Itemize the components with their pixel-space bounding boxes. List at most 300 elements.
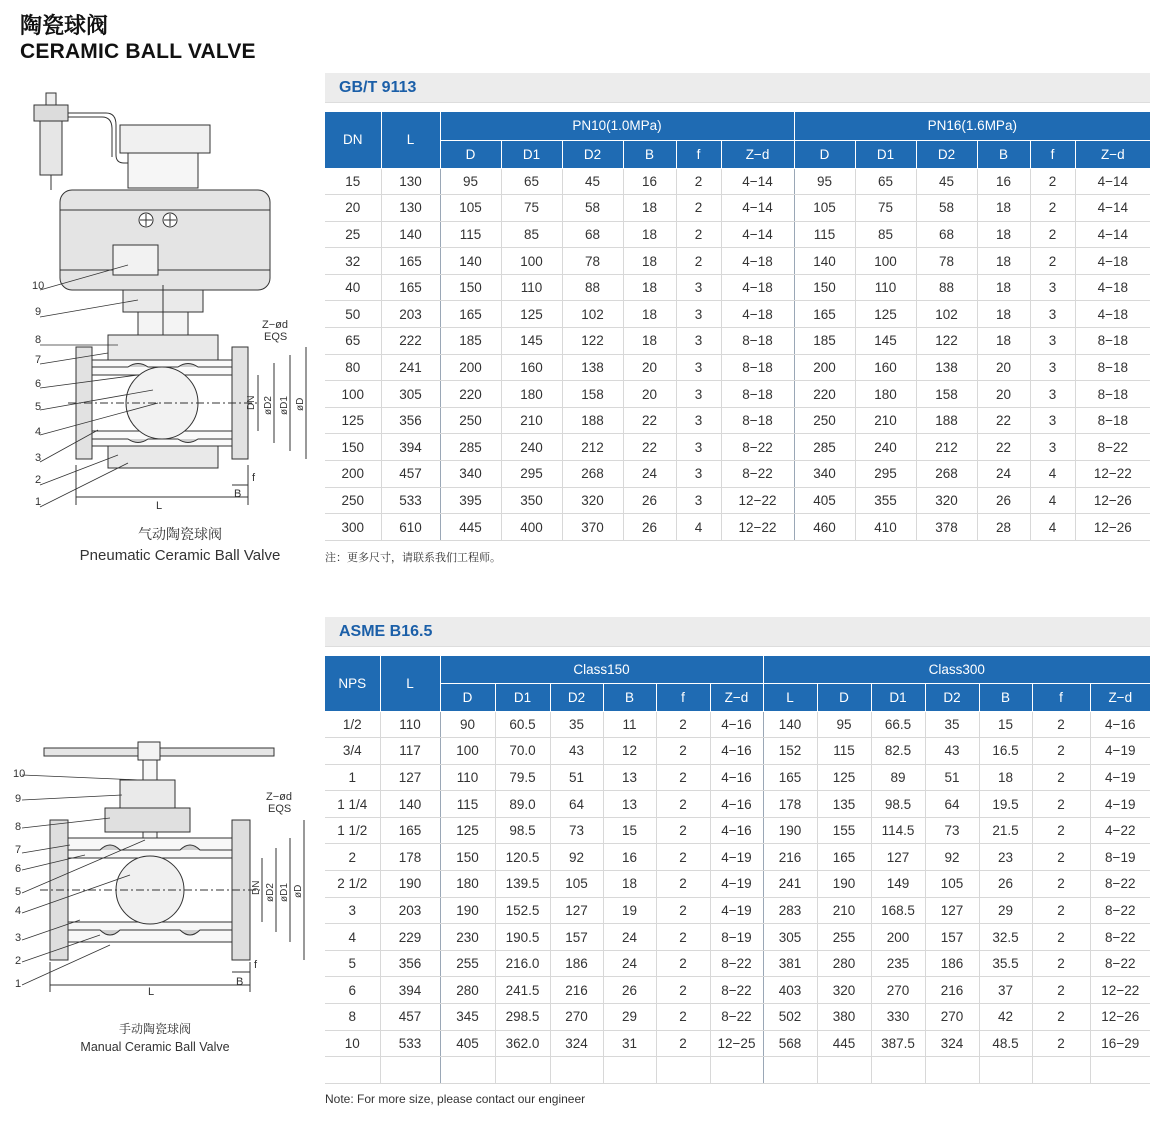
gbt-section-header	[325, 73, 1150, 103]
table-cell: 95	[794, 168, 855, 195]
table-cell: 12−22	[1090, 977, 1150, 1004]
table-cell: 18	[979, 764, 1032, 791]
table-cell: 28	[977, 514, 1030, 541]
table-cell: 3	[1030, 301, 1075, 328]
table-cell: 2	[1030, 221, 1075, 248]
dim-zd-label: Z−ød	[262, 319, 288, 331]
table-cell: 533	[381, 487, 440, 514]
table-cell: 51	[550, 764, 603, 791]
table-row-empty	[325, 1057, 1150, 1084]
table-cell-empty	[550, 1057, 603, 1084]
table-cell: 88	[916, 274, 977, 301]
table-cell: 45	[916, 168, 977, 195]
table-cell: 22	[623, 434, 676, 461]
table-cell: 2	[656, 924, 710, 951]
table-cell: 210	[501, 407, 562, 434]
gbt-head-l: L	[381, 112, 440, 168]
table-cell: 230	[440, 924, 495, 951]
table-cell: 158	[916, 381, 977, 408]
table-cell: 203	[381, 301, 440, 328]
table-cell: 2	[656, 764, 710, 791]
table-cell: 16−29	[1090, 1030, 1150, 1057]
table-cell: 4−18	[721, 274, 794, 301]
table-row	[325, 301, 1150, 328]
table-cell: 2	[1032, 871, 1090, 898]
table-cell: 13	[603, 791, 656, 818]
table-cell: 165	[817, 844, 871, 871]
asme-subhead: Z−d	[710, 683, 763, 711]
asme-head-class300: Class300	[763, 656, 1150, 683]
table-cell: 32.5	[979, 924, 1032, 951]
table-cell: 5	[325, 950, 380, 977]
table-cell-empty	[925, 1057, 979, 1084]
table-row	[325, 1030, 1150, 1057]
part-number: 9	[35, 306, 42, 318]
table-cell: 4−14	[721, 195, 794, 222]
part-number: 6	[35, 378, 42, 390]
table-cell: 250	[440, 407, 501, 434]
table-cell: 158	[562, 381, 623, 408]
part-number: 7	[15, 844, 22, 856]
table-cell: 188	[562, 407, 623, 434]
table-cell: 268	[916, 461, 977, 488]
part-number: 8	[35, 334, 42, 346]
dim-b-label: B	[236, 976, 244, 988]
table-cell: 2	[1032, 791, 1090, 818]
gbt-subhead: D	[794, 140, 855, 168]
table-cell: 4−14	[1075, 221, 1150, 248]
table-cell: 105	[925, 871, 979, 898]
table-cell: 80	[325, 354, 381, 381]
table-cell: 22	[977, 434, 1030, 461]
table-cell: 3	[676, 407, 721, 434]
table-cell: 120.5	[495, 844, 550, 871]
table-cell: 241	[763, 871, 817, 898]
table-cell: 457	[381, 461, 440, 488]
table-cell: 268	[562, 461, 623, 488]
table-cell: 165	[763, 764, 817, 791]
table-cell: 26	[623, 487, 676, 514]
table-cell: 2	[1032, 977, 1090, 1004]
table-cell: 2	[656, 817, 710, 844]
table-cell-empty	[495, 1057, 550, 1084]
table-cell: 1 1/2	[325, 817, 380, 844]
gbt-head-pn10: PN10(1.0MPa)	[440, 112, 794, 140]
gbt-head-pn16: PN16(1.6MPa)	[794, 112, 1150, 140]
table-cell: 2	[676, 248, 721, 275]
table-cell: 178	[380, 844, 440, 871]
table-cell: 403	[763, 977, 817, 1004]
table-cell: 4−14	[1075, 168, 1150, 195]
table-cell: 2	[1030, 195, 1075, 222]
table-cell: 1 1/4	[325, 791, 380, 818]
table-cell: 75	[855, 195, 916, 222]
table-cell: 18	[623, 301, 676, 328]
table-cell: 35.5	[979, 950, 1032, 977]
page-title-cn: 陶瓷球阀	[20, 14, 109, 39]
table-cell: 110	[501, 274, 562, 301]
table-cell: 502	[763, 1004, 817, 1031]
table-cell: 330	[871, 1004, 925, 1031]
table-cell: 300	[325, 514, 381, 541]
asme-subhead: f	[656, 683, 710, 711]
table-cell: 140	[763, 711, 817, 738]
table-cell: 350	[501, 487, 562, 514]
table-cell: 210	[817, 897, 871, 924]
table-cell: 31	[603, 1030, 656, 1057]
table-cell: 380	[817, 1004, 871, 1031]
table-cell: 381	[763, 950, 817, 977]
table-cell: 12	[603, 738, 656, 765]
table-cell: 114.5	[871, 817, 925, 844]
table-cell: 135	[817, 791, 871, 818]
table-cell: 255	[817, 924, 871, 951]
table-cell: 4−19	[710, 871, 763, 898]
table-cell: 533	[380, 1030, 440, 1057]
asme-subhead: D	[440, 683, 495, 711]
part-number: 5	[35, 401, 42, 413]
table-cell: 2	[656, 1004, 710, 1031]
table-cell: 150	[325, 434, 381, 461]
table-cell: 457	[380, 1004, 440, 1031]
gbt-spec-table	[325, 112, 1150, 541]
table-cell: 280	[817, 950, 871, 977]
table-row	[325, 487, 1150, 514]
table-cell: 18	[977, 274, 1030, 301]
table-cell: 8−18	[1075, 328, 1150, 355]
table-cell-empty	[656, 1057, 710, 1084]
table-cell: 165	[380, 817, 440, 844]
table-cell: 58	[562, 195, 623, 222]
table-cell: 2	[656, 1030, 710, 1057]
part-number: 10	[13, 768, 26, 780]
table-cell: 241	[381, 354, 440, 381]
table-cell-empty	[871, 1057, 925, 1084]
table-cell: 24	[623, 461, 676, 488]
part-number: 3	[35, 452, 42, 464]
dim-f-label: f	[254, 959, 258, 971]
table-cell: 283	[763, 897, 817, 924]
table-cell: 10	[325, 1030, 380, 1057]
part-number: 2	[15, 955, 22, 967]
table-cell: 378	[916, 514, 977, 541]
table-cell: 16.5	[979, 738, 1032, 765]
table-cell: 405	[794, 487, 855, 514]
table-cell: 100	[325, 381, 381, 408]
table-cell: 18	[623, 248, 676, 275]
table-cell: 68	[562, 221, 623, 248]
table-cell: 2	[1030, 248, 1075, 275]
table-cell: 13	[603, 764, 656, 791]
table-cell: 2	[1032, 924, 1090, 951]
table-cell: 8−22	[721, 461, 794, 488]
table-cell: 22	[623, 407, 676, 434]
table-cell: 280	[440, 977, 495, 1004]
table-cell: 340	[794, 461, 855, 488]
table-cell-empty	[1090, 1057, 1150, 1084]
table-cell: 125	[855, 301, 916, 328]
gbt-subhead: f	[1030, 140, 1075, 168]
table-cell: 90	[440, 711, 495, 738]
table-cell: 15	[979, 711, 1032, 738]
table-cell: 16	[603, 844, 656, 871]
table-cell: 270	[871, 977, 925, 1004]
table-cell: 150	[440, 274, 501, 301]
table-row	[325, 354, 1150, 381]
table-cell: 178	[763, 791, 817, 818]
table-cell: 3	[1030, 407, 1075, 434]
table-cell: 140	[380, 791, 440, 818]
table-cell: 23	[979, 844, 1032, 871]
table-cell: 285	[440, 434, 501, 461]
table-cell: 4−16	[710, 791, 763, 818]
table-cell: 29	[979, 897, 1032, 924]
table-cell: 3	[1030, 434, 1075, 461]
table-row	[325, 221, 1150, 248]
table-cell: 210	[855, 407, 916, 434]
table-cell: 3	[676, 354, 721, 381]
table-cell: 35	[550, 711, 603, 738]
table-row	[325, 897, 1150, 924]
table-cell: 3	[1030, 274, 1075, 301]
table-cell: 12−26	[1075, 514, 1150, 541]
table-cell: 2	[656, 711, 710, 738]
table-cell: 3	[1030, 354, 1075, 381]
table-cell: 26	[603, 977, 656, 1004]
table-cell: 82.5	[871, 738, 925, 765]
table-row	[325, 924, 1150, 951]
table-cell: 250	[794, 407, 855, 434]
table-cell: 298.5	[495, 1004, 550, 1031]
table-cell: 73	[550, 817, 603, 844]
dim-d-label: øD	[293, 884, 304, 898]
table-cell: 200	[440, 354, 501, 381]
table-cell: 24	[603, 950, 656, 977]
table-cell: 37	[979, 977, 1032, 1004]
table-cell: 4−16	[1090, 711, 1150, 738]
asme-subhead: D1	[871, 683, 925, 711]
table-cell: 4−19	[710, 844, 763, 871]
table-cell: 2	[656, 977, 710, 1004]
table-cell: 12−22	[721, 514, 794, 541]
air-filter-icon	[34, 93, 68, 190]
table-cell: 4	[676, 514, 721, 541]
table-cell: 138	[916, 354, 977, 381]
table-cell: 3	[676, 461, 721, 488]
table-cell: 8−18	[1075, 381, 1150, 408]
table-cell: 18	[977, 248, 1030, 275]
table-cell: 130	[381, 195, 440, 222]
table-cell: 185	[794, 328, 855, 355]
table-cell: 110	[440, 764, 495, 791]
table-cell: 78	[562, 248, 623, 275]
table-cell: 4−18	[1075, 301, 1150, 328]
table-cell: 200	[794, 354, 855, 381]
table-cell: 8−18	[1075, 407, 1150, 434]
pneumatic-caption-en: Pneumatic Ceramic Ball Valve	[79, 547, 281, 564]
table-cell: 18	[603, 871, 656, 898]
table-cell: 4−19	[1090, 764, 1150, 791]
table-row	[325, 328, 1150, 355]
table-cell: 8−19	[1090, 844, 1150, 871]
table-cell: 216.0	[495, 950, 550, 977]
dim-d2-label: øD2	[263, 396, 274, 415]
table-row	[325, 168, 1150, 195]
table-cell: 2	[1032, 711, 1090, 738]
table-cell: 145	[501, 328, 562, 355]
table-cell: 115	[440, 221, 501, 248]
manual-caption-en: Manual Ceramic Ball Valve	[80, 1040, 230, 1054]
table-cell: 88	[562, 274, 623, 301]
table-cell: 85	[855, 221, 916, 248]
dim-d2-label: øD2	[265, 883, 276, 902]
table-cell: 48.5	[979, 1030, 1032, 1057]
table-cell: 4	[325, 924, 380, 951]
table-cell: 98.5	[871, 791, 925, 818]
table-cell: 139.5	[495, 871, 550, 898]
table-cell: 152	[763, 738, 817, 765]
table-cell: 345	[440, 1004, 495, 1031]
table-cell: 4−19	[1090, 791, 1150, 818]
table-cell: 400	[501, 514, 562, 541]
table-cell: 4−18	[1075, 274, 1150, 301]
table-cell: 8−22	[1090, 897, 1150, 924]
table-cell: 155	[817, 817, 871, 844]
table-cell: 92	[550, 844, 603, 871]
table-cell: 2	[656, 871, 710, 898]
table-cell: 130	[381, 168, 440, 195]
table-row	[325, 407, 1150, 434]
dim-dn-label: DN	[246, 395, 257, 410]
table-cell: 394	[381, 434, 440, 461]
table-cell: 8−22	[1090, 950, 1150, 977]
table-cell: 445	[817, 1030, 871, 1057]
table-cell: 2	[656, 844, 710, 871]
table-cell: 43	[550, 738, 603, 765]
table-cell: 2	[676, 168, 721, 195]
table-cell: 8−22	[710, 950, 763, 977]
table-cell: 235	[871, 950, 925, 977]
table-cell-empty	[380, 1057, 440, 1084]
table-cell: 58	[916, 195, 977, 222]
table-cell: 295	[501, 461, 562, 488]
table-cell: 2	[1032, 1004, 1090, 1031]
table-cell: 100	[855, 248, 916, 275]
table-cell: 105	[794, 195, 855, 222]
table-cell: 4−14	[721, 221, 794, 248]
table-row	[325, 764, 1150, 791]
table-cell: 8−18	[721, 328, 794, 355]
table-row	[325, 871, 1150, 898]
table-cell: 43	[925, 738, 979, 765]
table-cell: 4−16	[710, 817, 763, 844]
table-cell: 2	[1032, 897, 1090, 924]
table-cell-empty	[603, 1057, 656, 1084]
table-cell: 8−18	[721, 381, 794, 408]
table-cell: 26	[977, 487, 1030, 514]
table-cell: 8−19	[710, 924, 763, 951]
table-cell: 3/4	[325, 738, 380, 765]
table-cell: 4−14	[721, 168, 794, 195]
dim-l-label: L	[156, 500, 163, 512]
table-cell: 405	[440, 1030, 495, 1057]
table-cell: 89.0	[495, 791, 550, 818]
table-row	[325, 195, 1150, 222]
table-cell: 241.5	[495, 977, 550, 1004]
table-cell: 190	[817, 871, 871, 898]
table-cell: 15	[603, 817, 656, 844]
part-number: 10	[32, 280, 45, 292]
table-cell: 8−18	[721, 354, 794, 381]
table-cell: 20	[623, 354, 676, 381]
table-cell: 4	[1030, 514, 1075, 541]
table-cell: 22	[977, 407, 1030, 434]
table-row	[325, 248, 1150, 275]
table-cell: 150	[440, 844, 495, 871]
table-cell: 12−22	[721, 487, 794, 514]
table-row	[325, 274, 1150, 301]
dim-b-label: B	[234, 488, 242, 500]
asme-section-header	[325, 617, 1150, 647]
table-cell: 4−16	[710, 764, 763, 791]
asme-subhead: L	[763, 683, 817, 711]
table-cell: 8−22	[1090, 871, 1150, 898]
table-cell: 64	[550, 791, 603, 818]
table-cell: 8−22	[1075, 434, 1150, 461]
table-cell: 270	[925, 1004, 979, 1031]
table-cell: 460	[794, 514, 855, 541]
table-cell: 79.5	[495, 764, 550, 791]
table-cell: 102	[562, 301, 623, 328]
table-cell: 220	[794, 381, 855, 408]
table-cell: 2	[325, 844, 380, 871]
table-cell: 60.5	[495, 711, 550, 738]
table-cell: 24	[603, 924, 656, 951]
table-cell: 255	[440, 950, 495, 977]
table-cell: 445	[440, 514, 501, 541]
gbt-subhead: D1	[855, 140, 916, 168]
table-cell-empty	[440, 1057, 495, 1084]
gbt-subhead: B	[623, 140, 676, 168]
table-cell: 2	[656, 950, 710, 977]
gbt-subhead: D2	[916, 140, 977, 168]
asme-subhead: B	[979, 683, 1032, 711]
table-cell: 3	[676, 487, 721, 514]
table-cell: 21.5	[979, 817, 1032, 844]
manual-caption	[60, 1020, 250, 1054]
table-cell: 8−18	[1075, 354, 1150, 381]
table-cell: 18	[977, 301, 1030, 328]
table-cell: 165	[440, 301, 501, 328]
table-cell: 295	[855, 461, 916, 488]
table-cell: 4−18	[721, 248, 794, 275]
dim-d1-label: øD1	[279, 396, 290, 415]
table-cell: 410	[855, 514, 916, 541]
table-cell: 4−19	[710, 897, 763, 924]
part-number: 6	[15, 863, 22, 875]
table-cell: 160	[501, 354, 562, 381]
table-cell: 568	[763, 1030, 817, 1057]
table-cell: 203	[380, 897, 440, 924]
table-cell: 165	[794, 301, 855, 328]
table-cell: 20	[977, 381, 1030, 408]
table-cell: 190	[763, 817, 817, 844]
table-cell: 186	[925, 950, 979, 977]
table-row	[325, 791, 1150, 818]
table-cell: 395	[440, 487, 501, 514]
table-cell: 32	[325, 248, 381, 275]
table-cell: 2	[1032, 738, 1090, 765]
